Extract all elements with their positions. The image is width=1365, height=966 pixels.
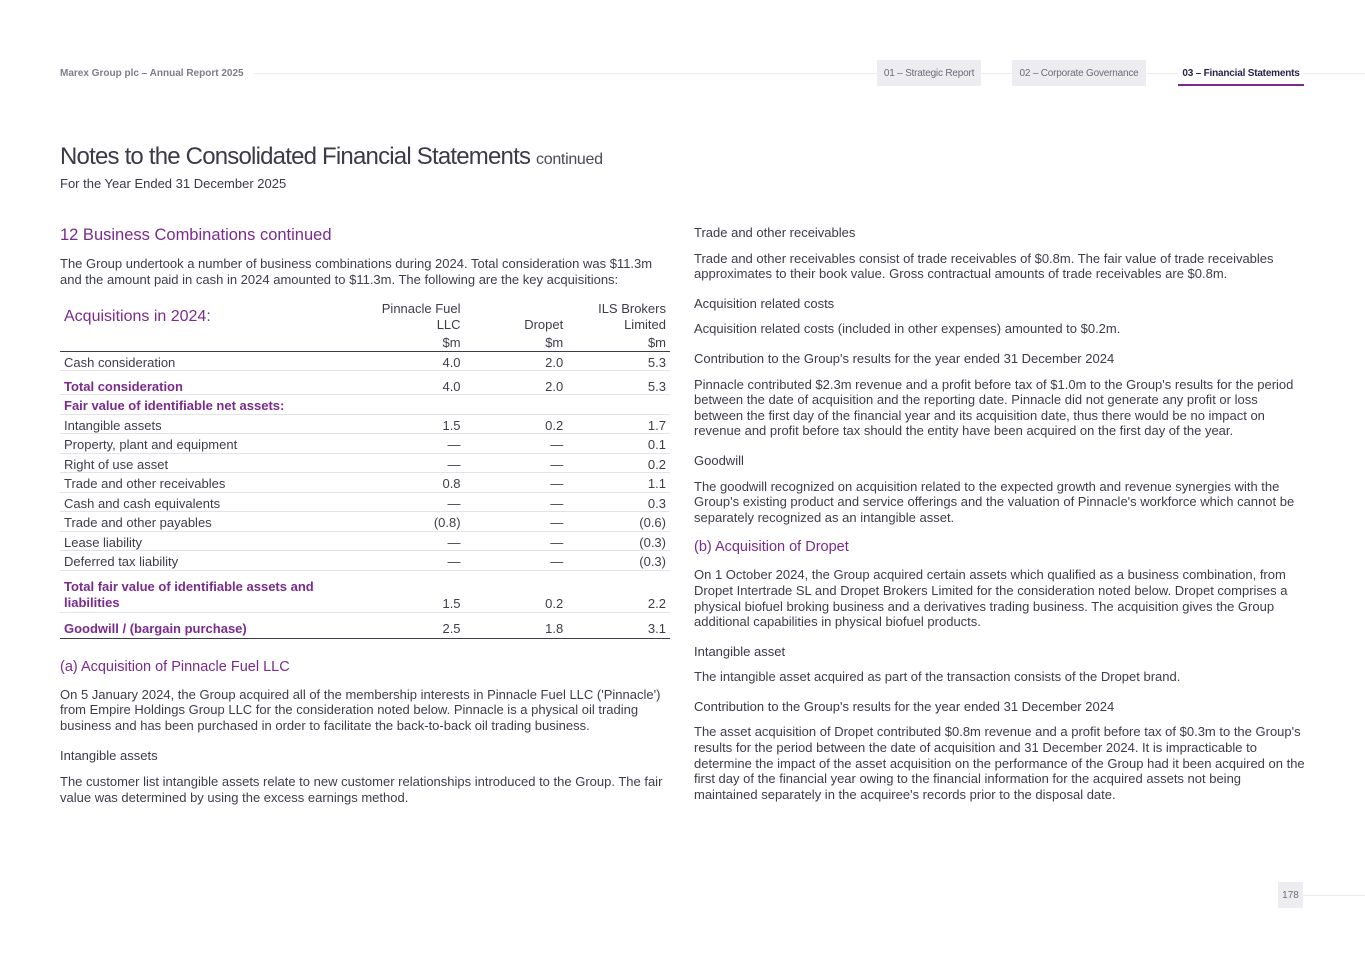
cell-value: 0.8	[362, 473, 465, 493]
page-title-main: Notes to the Consolidated Financial Statements	[60, 143, 531, 170]
table-row-total	[60, 570, 670, 612]
subheading: Intangible assets	[60, 748, 158, 764]
paragraph: Pinnacle contributed $2.3m revenue and a profit before tax of $1.0m to the Group's results for the period between the date of acquisition and the reporting date. Pinnacle did not generate any profit or loss between the first day of the financial year and its acquisition date, thus there would be no impact on revenue and profit before tax should the entity have been acquired on the first day of the year.	[694, 376, 1294, 439]
cell-value	[465, 395, 568, 415]
page-number: 178	[1278, 882, 1303, 908]
intro-paragraph: The Group undertook a number of business combinations during 2024. Total consideration was $11.3m and the amount paid in cash in 2024 amounted to $11.3m. The following are the key acquisitions:	[60, 256, 653, 287]
section-heading: (b) Acquisition of Dropet	[694, 539, 849, 556]
table-row	[60, 551, 670, 571]
section-heading: (a) Acquisition of Pinnacle Fuel LLC	[60, 658, 290, 675]
report-name: Marex Group plc – Annual Report 2025	[60, 68, 254, 79]
paragraph: The intangible asset acquired as part of the transaction consists of the Dropet brand.	[694, 669, 1181, 685]
cell-value: (0.3)	[567, 551, 670, 571]
table-row	[60, 531, 670, 551]
cell-value: 3.1	[567, 612, 670, 638]
cell-value: 5.3	[567, 351, 670, 371]
page-title-suffix: continued	[536, 151, 603, 168]
cell-value: 0.2	[465, 570, 568, 612]
row-label: Trade and other receivables	[60, 473, 362, 493]
acquisitions-table	[60, 301, 670, 639]
paragraph: On 1 October 2024, the Group acquired certain assets which qualified as a business combination, from Dropet Intertrade SL and Dropet Brokers Limited for the consideration noted below. Dropet comprises a physical biofuel broking business and a derivatives trading business. The acquisition gives the Group additional capabilities in physical biofuel products.	[694, 567, 1288, 630]
paragraph: The customer list intangible assets relate to new customer relationships introduced to the Group. The fair value was determined by using the excess earnings method.	[60, 774, 663, 805]
row-label: Deferred tax liability	[60, 551, 362, 571]
subheading: Goodwill	[694, 452, 744, 468]
row-label: Right of use asset	[60, 453, 362, 473]
cell-value: 1.7	[567, 414, 670, 434]
row-label: Property, plant and equipment	[60, 434, 362, 454]
paragraph: The asset acquisition of Dropet contributed $0.8m revenue and a profit before tax of $0.3m to the Group's results for the period between the date of acquisition and 31 December 2024. It is impracticable to determine the impact of the asset acquisition on the performance of the Group had it been acquired on the first day of the financial year owing to the financial information for the acquired assets not being maintained separately in the acquiree's records prior to the disposal date.	[694, 724, 1305, 802]
cell-value	[362, 395, 465, 415]
page-header	[60, 60, 1365, 88]
cell-value: —	[362, 531, 465, 551]
table-row	[60, 434, 670, 454]
cell-value: —	[362, 492, 465, 512]
cell-value: —	[465, 531, 568, 551]
subheading: Contribution to the Group's results for the year ended 31 December 2024	[694, 350, 1115, 366]
cell-value: 1.1	[567, 473, 670, 493]
row-label: Total fair value of identifiable assets and liabilities	[60, 570, 362, 612]
page-subtitle: For the Year Ended 31 December 2025	[60, 176, 287, 191]
table-row	[60, 492, 670, 512]
cell-value: (0.6)	[567, 512, 670, 532]
tab-strategic-report[interactable]: 01 – Strategic Report	[877, 60, 981, 86]
cell-value: (0.3)	[567, 531, 670, 551]
page-title	[60, 143, 603, 171]
column-header: ILS Brokers Limited	[598, 301, 666, 333]
cell-value: —	[362, 453, 465, 473]
table-row	[60, 414, 670, 434]
cell-value: 0.2	[465, 414, 568, 434]
section-heading: 12 Business Combinations continued	[60, 226, 332, 244]
left-column	[60, 225, 672, 805]
row-label: Total consideration	[60, 371, 362, 395]
cell-value: 5.3	[567, 371, 670, 395]
cell-value: 2.0	[465, 371, 568, 395]
cell-value: —	[362, 551, 465, 571]
table-row	[60, 473, 670, 493]
cell-value: 2.2	[567, 570, 670, 612]
paragraph: On 5 January 2024, the Group acquired all of the membership interests in Pinnacle Fuel LLC ('Pinnacle') from Empire Holdings Group LLC for the consideration noted below. Pinnacle is a physical oil trading business and has been purchased in order to facilitate the back-to-back oil trading business.	[60, 686, 661, 733]
cell-value: 1.5	[362, 414, 465, 434]
cell-value: 4.0	[362, 371, 465, 395]
table-header-row	[60, 301, 670, 333]
row-label: Intangible assets	[60, 414, 362, 434]
cell-value: (0.8)	[362, 512, 465, 532]
row-label: Goodwill / (bargain purchase)	[60, 612, 362, 638]
cell-value: 1.5	[362, 570, 465, 612]
table-row-subheading	[60, 395, 670, 415]
table-title: Acquisitions in 2024:	[64, 308, 211, 326]
table-units-row	[60, 333, 670, 351]
tab-financial-statements[interactable]: 03 – Financial Statements	[1178, 60, 1304, 86]
cell-value: 0.2	[567, 453, 670, 473]
cell-value: 0.1	[567, 434, 670, 454]
paragraph: Trade and other receivables consist of trade receivables of $0.8m. The fair value of trade receivables approximates to their book value. Gross contractual amounts of trade receivables are $0.8m.	[694, 250, 1274, 282]
table-row-goodwill	[60, 612, 670, 638]
table-row	[60, 512, 670, 532]
cell-value: —	[465, 453, 568, 473]
footer-rule	[1303, 895, 1365, 896]
subheading: Trade and other receivables	[694, 225, 856, 240]
cell-value: —	[465, 551, 568, 571]
cell-value: 2.5	[362, 612, 465, 638]
unit-label: $m	[465, 333, 568, 351]
paragraph: Acquisition related costs (included in other expenses) amounted to $0.2m.	[694, 321, 1121, 337]
unit-label: $m	[362, 333, 465, 351]
table-row	[60, 351, 670, 371]
right-column	[694, 225, 1308, 802]
subheading: Intangible asset	[694, 643, 786, 659]
cell-value: 2.0	[465, 351, 568, 371]
tab-corporate-governance[interactable]: 02 – Corporate Governance	[1012, 60, 1146, 86]
row-label: Fair value of identifiable net assets:	[60, 395, 362, 415]
cell-value: 1.8	[465, 612, 568, 638]
subheading: Acquisition related costs	[694, 295, 835, 311]
column-header: Dropet	[524, 317, 564, 333]
table-row-total	[60, 371, 670, 395]
cell-value: 4.0	[362, 351, 465, 371]
row-label: Lease liability	[60, 531, 362, 551]
cell-value: 0.3	[567, 492, 670, 512]
table-row	[60, 453, 670, 473]
subheading: Contribution to the Group's results for the year ended 31 December 2024	[694, 698, 1115, 714]
cell-value: —	[465, 473, 568, 493]
row-label: Cash and cash equivalents	[60, 492, 362, 512]
cell-value	[567, 395, 670, 415]
cell-value: —	[362, 434, 465, 454]
cell-value: —	[465, 434, 568, 454]
cell-value: —	[465, 512, 568, 532]
row-label: Cash consideration	[60, 351, 362, 371]
column-header: Pinnacle Fuel LLC	[381, 301, 461, 333]
paragraph: The goodwill recognized on acquisition related to the expected growth and revenue synergies with the Group's existing product and service offerings and the valuation of Pinnacle's workforce which cannot be separately recognized as an intangible asset.	[694, 478, 1295, 525]
row-label: Trade and other payables	[60, 512, 362, 532]
cell-value: —	[465, 492, 568, 512]
unit-label: $m	[567, 333, 670, 351]
